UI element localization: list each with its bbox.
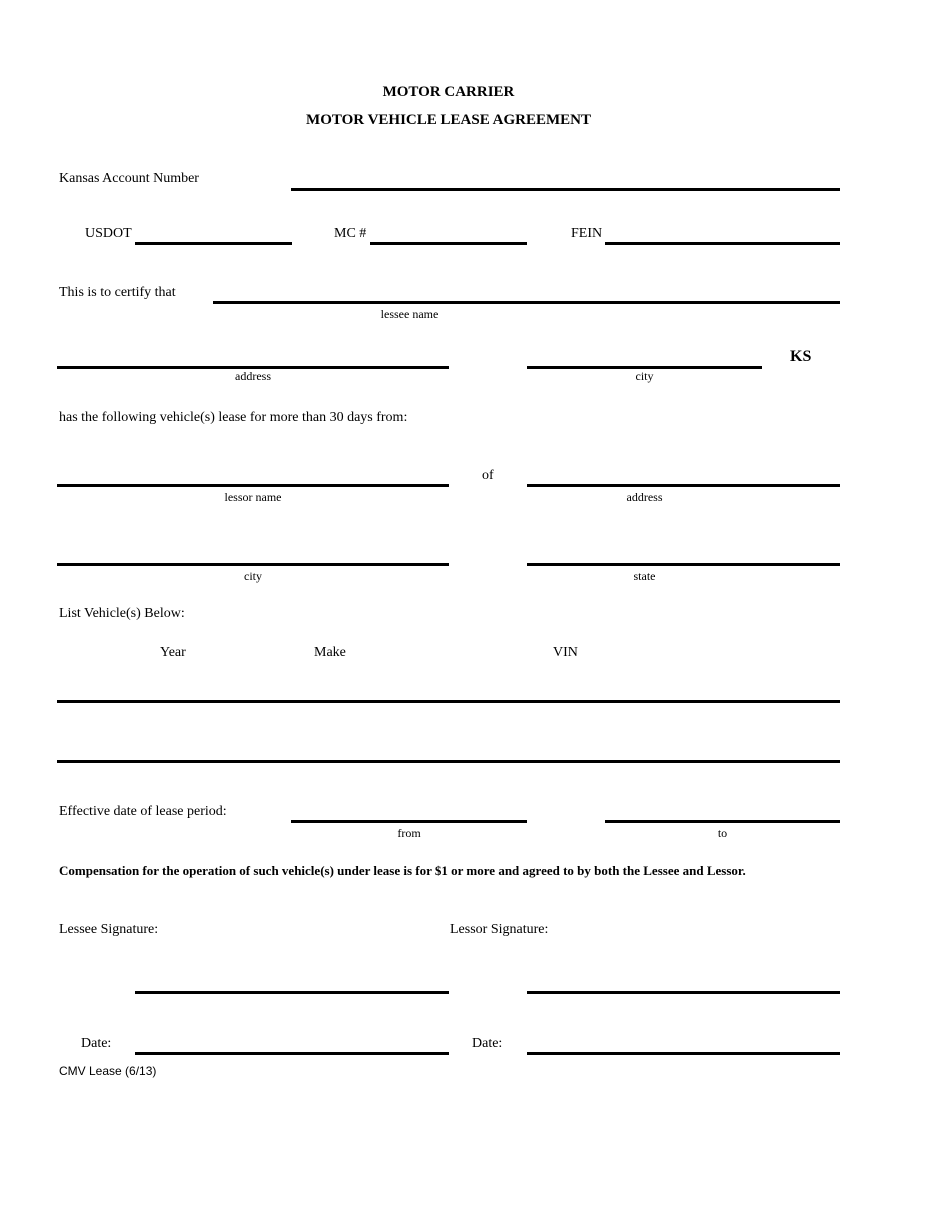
usdot-field[interactable] [135,242,292,245]
lessee-date-label: Date: [81,1036,112,1051]
lessor-city-field[interactable] [57,563,449,566]
lessor-state-field[interactable] [527,563,840,566]
lease-to-caption: to [717,826,728,840]
lessor-city-caption: city [244,569,262,583]
vehicles-heading: List Vehicle(s) Below: [59,606,185,621]
fein-label: FEIN [571,226,603,241]
form-title: MOTOR CARRIER [382,84,515,100]
compensation-statement: Compensation for the operation of such vehicle(s) under lease is for $1 or more and agreed to by both the Lessee and Lessor. [59,863,746,878]
vehicle-row-1-field[interactable] [57,700,840,703]
lessor-state-caption: state [633,569,656,583]
vehicle-col-vin: VIN [553,645,578,660]
lessor-name-field[interactable] [57,484,449,487]
vehicle-row-2-field[interactable] [57,760,840,763]
vehicle-col-year: Year [160,645,186,660]
lease-from-caption: from [397,826,421,840]
lessee-date-field[interactable] [135,1052,449,1055]
lessor-date-field[interactable] [527,1052,840,1055]
vehicle-col-make: Make [314,645,346,660]
form-id: CMV Lease (6/13) [59,1064,157,1078]
lessor-signature-field[interactable] [527,991,840,994]
mc-number-field[interactable] [370,242,527,245]
certify-text: This is to certify that [59,285,176,300]
lessor-name-caption: lessor name [224,490,282,504]
lessor-signature-label: Lessor Signature: [450,922,549,937]
lessee-name-caption: lessee name [380,307,439,321]
mc-number-label: MC # [334,226,367,241]
form-subtitle: MOTOR VEHICLE LEASE AGREEMENT [306,112,591,128]
lessor-address-caption: address [626,490,663,504]
of-text: of [482,468,494,483]
lease-to-field[interactable] [605,820,840,823]
lease-statement: has the following vehicle(s) lease for more than 30 days from: [59,410,408,425]
lessor-date-label: Date: [472,1036,503,1051]
lessee-address-caption: address [235,369,271,383]
kansas-account-field[interactable] [291,188,840,191]
lessee-state-value: KS [790,348,812,365]
effective-date-label: Effective date of lease period: [59,804,227,819]
lessee-signature-field[interactable] [135,991,449,994]
lessor-address-field[interactable] [527,484,840,487]
lease-from-field[interactable] [291,820,527,823]
kansas-account-label: Kansas Account Number [59,171,199,186]
usdot-label: USDOT [85,226,132,241]
lessee-signature-label: Lessee Signature: [59,922,159,937]
fein-field[interactable] [605,242,840,245]
lessee-city-caption: city [635,369,654,383]
lessee-name-field[interactable] [213,301,840,304]
